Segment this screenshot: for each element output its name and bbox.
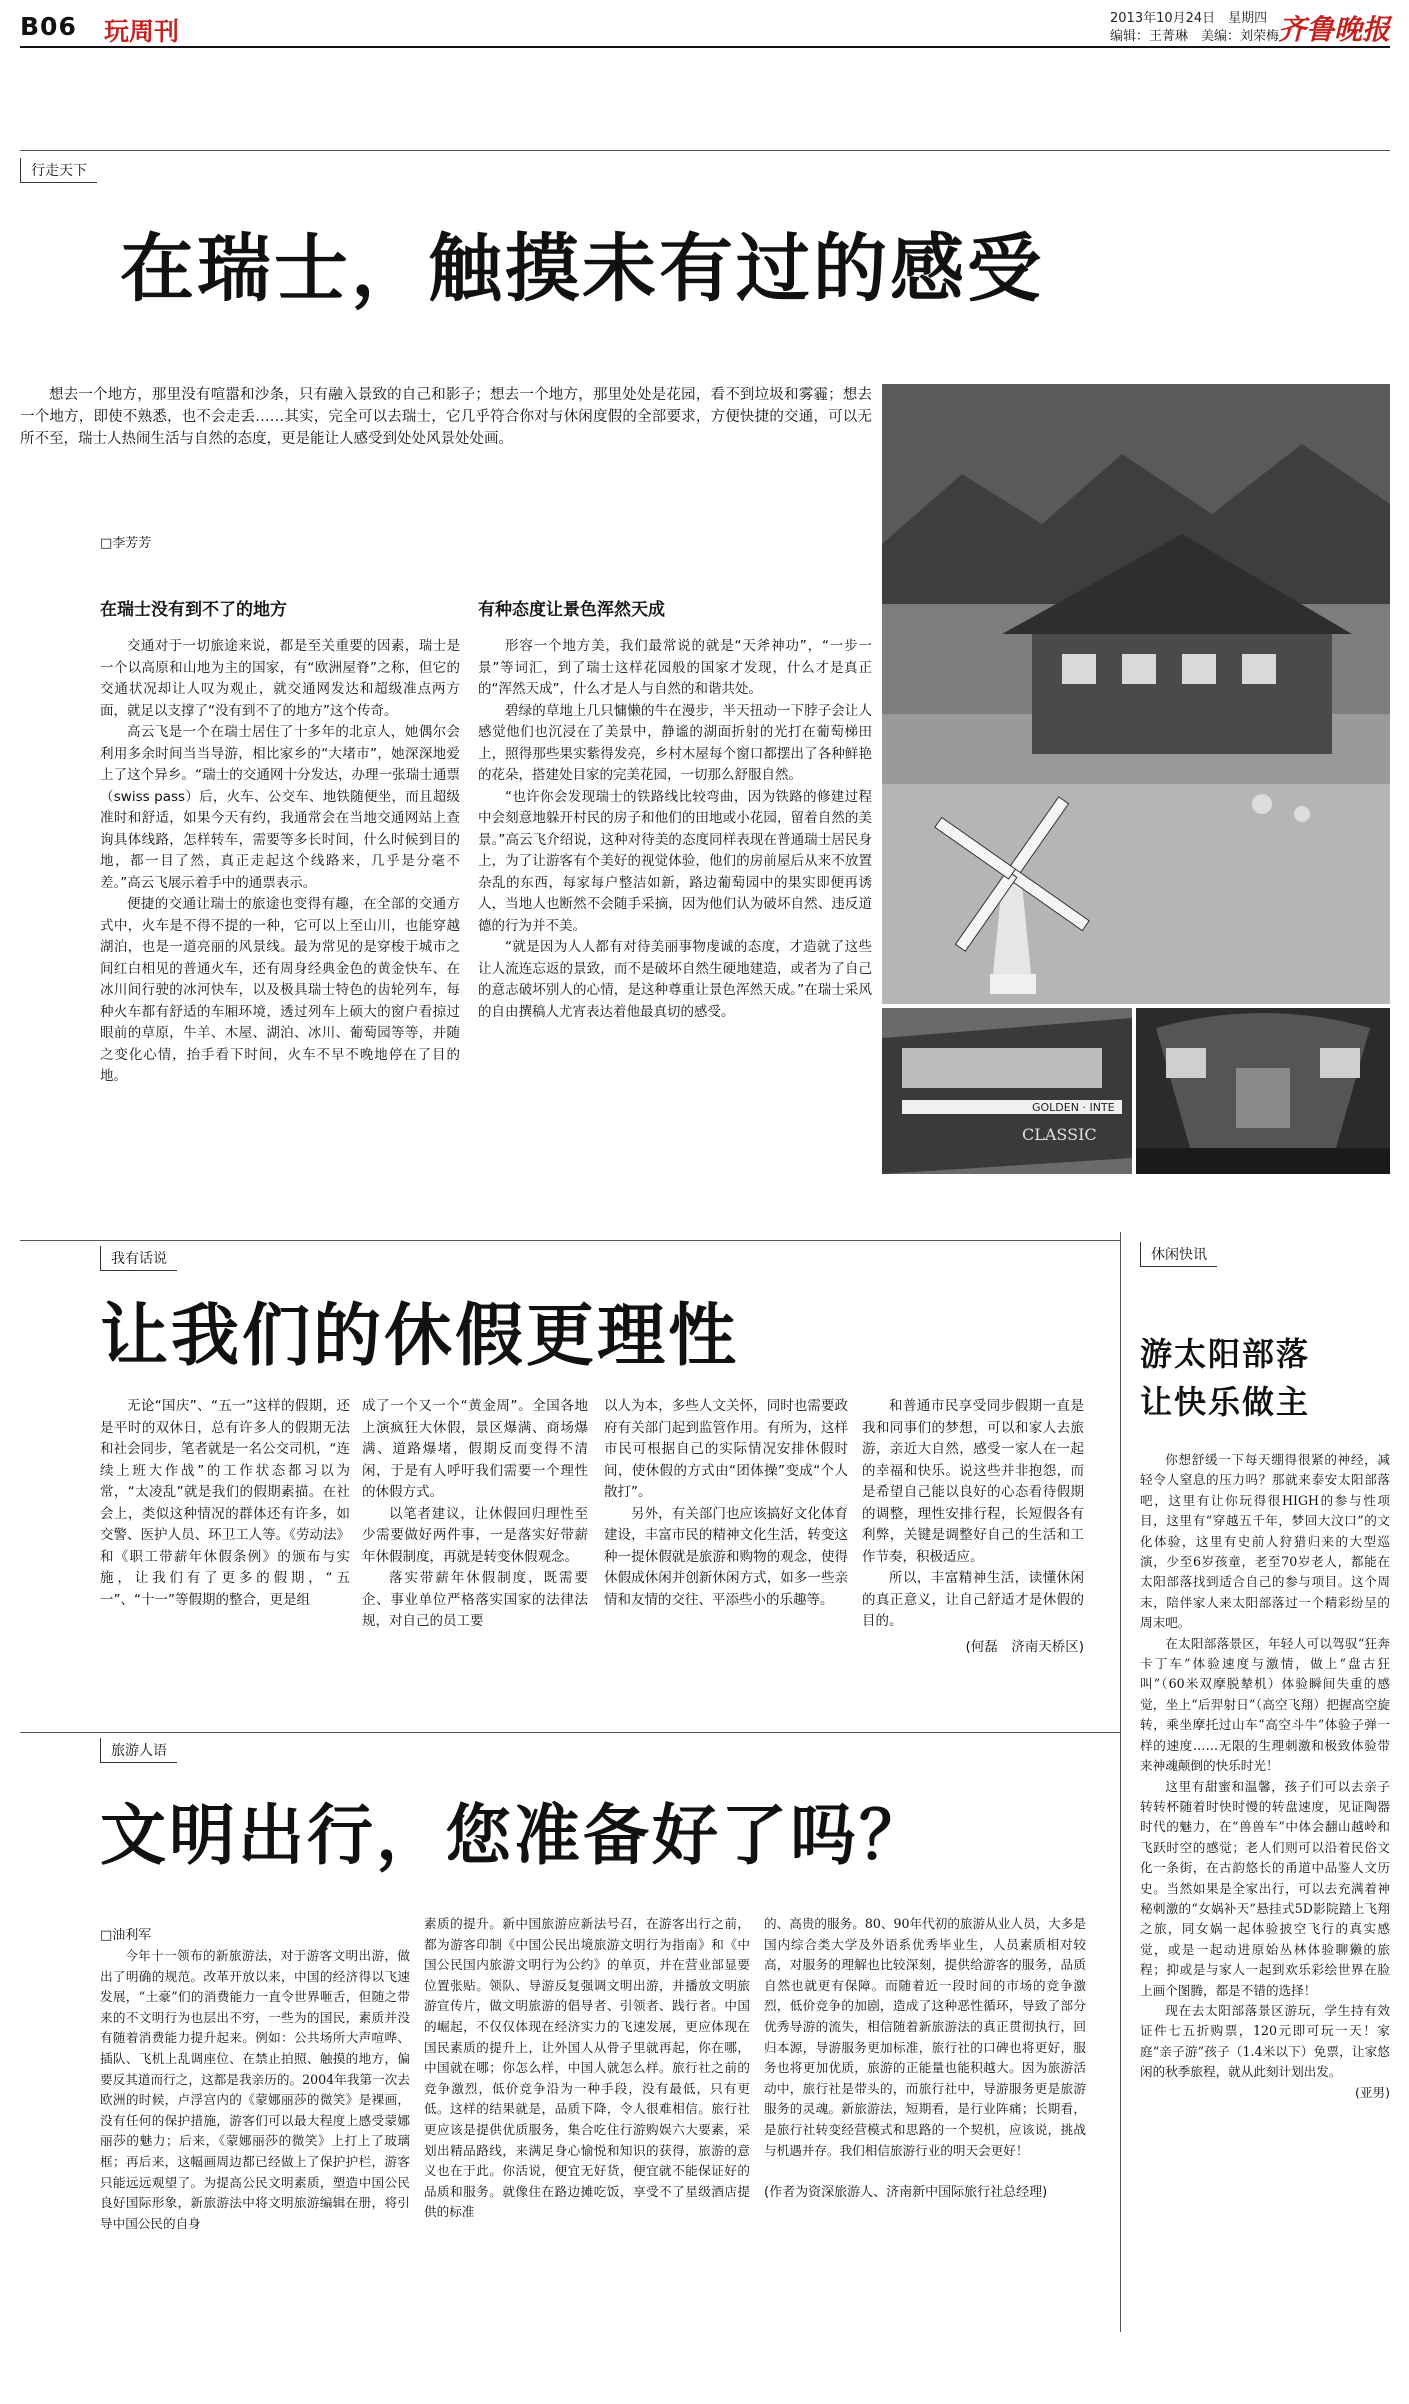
article3-signature: (作者为资深旅游人、济南新中国际旅行社总经理) [764, 2185, 1048, 2201]
section-tag-leisure: 休闲快讯 [1140, 1242, 1217, 1267]
article1-col1 [100, 636, 460, 1088]
article2-col3 [604, 1396, 848, 1611]
paragraph: 素质的提升。新中国旅游应新法号召，在游客出行之前，都为游客印制《中国公民出境旅游文明行为指南》和《中国公民国内旅游文明行为公约》的单页，并在营业部显要位置张贴。领队、导游反复强调文明出游，并播放文明旅游宣传片，做文明旅游的倡导者、引领者、践行者。中国的崛起，不仅仅体现在经济实力的飞速发展，更应体现在国民素质的提升上，让外国人从骨子里就再起，你在哪，中国就在哪；你怎么样，中国人就怎么样。旅行社之前的竞争激烈，低价竞争沿为一种手段，没有最低，只有更低。这样的结果就是，品质下降，令人很难相信。旅行社更应该是提供优质服务，集合吃住行游购娱六大要素，采划出精品路线，来满足身心愉悦和知识的获得，旅游的意义也在于此。你活说，便宜无好货，便宜就不能保证好的品质和服务。就像住在路边摊吃饭，享受不了星级酒店提供的标准 [424, 1916, 750, 2220]
paragraph: 以笔者建议，让休假回归理性至少需要做好两件事，一是落实好带薪年休假制度，再就是转变休假观念。 [362, 1505, 588, 1565]
article2-col2 [362, 1396, 588, 1633]
newspaper-logo: 齐鲁晚报 [1278, 13, 1391, 46]
section-tag-travel: 行走天下 [20, 158, 97, 183]
article1-col2 [478, 636, 872, 1023]
article2-col1 [100, 1396, 350, 1611]
train-exterior-illustration [882, 1008, 1132, 1174]
paragraph: 便捷的交通让瑞士的旅途也变得有趣，在全部的交通方式中，火车是不得不提的一种，它可以上至山川，也能穿越湖泊，也是一道亮丽的风景线。最为常见的是穿梭于城市之间红白相见的普通火车，还有周身经典金色的黄金快车、在冰川间行驶的冰河快车，以及极具瑞士特色的齿轮列车，每种火车都有舒适的车厢环境，透过列车上硕大的窗户看掠过眼前的草原，牛羊、木屋、湖泊、冰川、葡萄园等等，并随之变化心情，抬手看下时间，火车不早不晚地停在了目的地。 [100, 896, 460, 1084]
article1-lead: 想去一个地方，那里没有喧嚣和沙条，只有融入景致的自己和影子；想去一个地方，那里处处是花园，看不到垃圾和雾霾；想去一个地方，即使不熟悉，也不会走丢……其实，完全可以去瑞士，它几乎符合你对与休闲度假的全部要求，方便快捷的交通，可以无所不至，瑞士人热闹生活与自然的态度，更是能让人感受到处处风景处处画。 [20, 387, 872, 447]
paragraph: “也许你会发现瑞士的铁路线比较弯曲，因为铁路的修建过程中会刻意地躲开村民的房子和他们的田地或小花园，留着自然的美景。”高云飞介绍说，这种对待美的态度同样表现在普通瑞士居民身上，为了让游客有个美好的视觉体验，他们的房前屋后从来不放置杂乱的东西，每家每户整洁如新，路边葡萄园中的果实即便再诱人，当地人也断然不会随手采摘，因为他们认为破坏自然、违反道德的行为并不美。 [478, 788, 872, 934]
paragraph: 碧绿的草地上几只慵懒的牛在漫步，半天扭动一下脖子会让人感觉他们也沉浸在了美景中，静谧的湖面折射的光打在葡萄梯田上，照得那些果实紫得发亮，乡村木屋每个窗口都摆出了各种鲜艳的花朵，搭建处目家的完美花园，一切那么舒服自然。 [478, 702, 872, 783]
paragraph: 交通对于一切旅途来说，都是至关重要的因素，瑞士是一个以高原和山地为主的国家，有“欧洲屋脊”之称，但它的交通状况却让人叹为观止，就交通网发达和超级准点两方面，就足以支撑了“没有到不了的地方”这个传奇。 [100, 638, 460, 719]
paragraph: 以人为本，多些人文关怀，同时也需要政府有关部门起到监管作用。有所为，这样市民可根据自己的实际情况安排休假时间，使休假的方式由“团体操”变成“个人散打”。 [604, 1398, 848, 1500]
paragraph: 和普通市民享受同步假期一直是我和同事们的梦想，可以和家人去旅游，亲近大自然，感受一家人在一起的幸福和快乐。说这些并非抱怨，而是希望自己能以良好的心态看待假期的调整，理性安排行程，长短假各有利弊，关键是调整好自己的生活和工作节奏，积极适应。 [862, 1398, 1084, 1565]
article2-title: 让我们的休假更理性 [100, 1297, 740, 1376]
article3-col2 [424, 1914, 750, 2223]
train-interior-photo [1136, 1008, 1390, 1174]
article2-col4 [862, 1396, 1084, 1658]
paragraph: 现在去太阳部落景区游玩，学生持有效证件七五折购票，120元即可玩一天！家庭“亲子游”孩子（1.4米以下）免票，让家悠闲的秋季旅程，就从此刻计划出发。 [1140, 2002, 1390, 2080]
paragraph: “就是因为人人都有对待美丽事物虔诚的态度，才造就了这些让人流连忘返的景致，而不是破坏自然生硬地建造，或者为了自己的意志破坏别人的心情，是这种尊重让景色浑然天成。”在瑞士采风的自由撰稿人尤宵表达着他最真切的感受。 [478, 939, 872, 1020]
paragraph: 高云飞是一个在瑞士居住了十多年的北京人，她偶尔会利用多余时间当当导游，相比家乡的“大堵市”，她深深地爱上了这个异乡。“瑞士的交通网十分发达，办理一张瑞士通票（swiss pass）后，火车、公交车、地铁随便坐，而且超级准时和舒适，如果今天有约，我通常会在当地交通网站上查询具体线路，怎样转车，需要等多长时间，什么时候到目的地，都一目了然，真正走起这个线路来，几乎是分毫不差。”高云飞展示着手中的通票表示。 [100, 724, 460, 891]
article1-byline: □李芳芳 [100, 536, 152, 551]
section-tag-travel-talk: 旅游人语 [100, 1738, 177, 1763]
paragraph: 另外，有关部门也应该搞好文化体育建设，丰富市民的精神文化生活，转变这种一提休假就是旅游和购物的观念，使得休假成休闲并创新休闲方式，如多一些亲情和友情的交往、平添些小的乐趣等。 [604, 1505, 848, 1608]
train-band-text: GOLDEN · INTE [1032, 1101, 1115, 1114]
sidebar-divider [1120, 1232, 1122, 2332]
article1-col1-heading: 在瑞士没有到不了的地方 [100, 600, 287, 620]
article1-col2-heading: 有种态度让景色浑然天成 [478, 600, 665, 620]
section-rule [20, 1732, 1120, 1733]
paragraph: 成了一个又一个“黄金周”。全国各地上演疯狂大休假，景区爆满、商场爆满、道路爆堵，假期反而变得不清闲，于是有人呼吁我们需要一个理性的休假方式。 [362, 1398, 588, 1500]
paragraph: 今年十一领布的新旅游法，对于游客文明出游，做出了明确的规范。改革开放以来，中国的经济得以飞速发展，“土豪”们的消费能力一直令世界咂舌，但随之带来的不文明行为也层出不穷，一些为的国民，素质并没有随着消费能力提升起来。例如：公共场所大声喧哗、插队、飞机上乱调座位、在禁止拍照、触摸的地方，偏要反其道而行之，这都是我亲历的。2004年我第一次去欧洲的时候，卢浮宫内的《蒙娜丽莎的微笑》是裸画，没有任何的保护措施，游客们可以最大程度上感受蒙娜丽莎的魅力；后来，《蒙娜丽莎的微笑》上打上了玻璃框；再后来，这幅画周边都已经做上了保护护栏，游客只能远远观望了。为提高公民文明素质，塑造中国公民良好国际形象，新旅游法中将文明旅游编辑在册，将引导中国公民的自身 [100, 1948, 410, 2231]
article4-title-line1: 游太阳部落 [1140, 1335, 1311, 1373]
paragraph: 你想舒缓一下每天绷得很紧的神经，减轻令人窒息的压力吗？那就来泰安太阳部落吧，这里有让你玩得很HIGH的参与性项目，这里有“穿越五千年，梦回大汶口”的文化体验，这里有史前人狩猎归来的大型巡演，少至6岁孩童，老至70岁老人，都能在太阳部落找到适合自己的参与项目。这个周末，陪伴家人来太阳部落过一个精彩纷呈的周末吧。 [1140, 1452, 1390, 1631]
paragraph: 形容一个地方美，我们最常说的就是“天斧神功”，“一步一景”等词汇，到了瑞士这样花园般的国家才发现，什么才是真正的“浑然天成”，什么才是人与自然的和谐共处。 [478, 638, 872, 697]
section-rule [20, 1240, 1120, 1241]
paragraph: 在太阳部落景区，年轻人可以驾驭“狂奔卡丁车”体验速度与激情，做上“盘古狂叫”（60米双摩脱辇机）体验瞬间失重的感觉，坐上“后羿射日”（高空飞翔）把握高空旋转，乘坐摩托过山车“高空斗牛”体验子弹一样的速度……无限的生理刺激和极致体验带来神魂颠倒的快乐时光！ [1140, 1635, 1390, 1774]
paragraph: 这里有甜蜜和温馨，孩子们可以去亲子转转杯随着时快时慢的转盘速度，见证陶器时代的魅力，在“兽兽车”中体会翻山越岭和飞跃时空的感觉；老人们则可以沿着民俗文化一条街，在古韵悠长的甬道中品鉴人文历史。当然如果是全家出行，可以去充满着神秘刺激的“女娲补天”悬挂式5D影院踏上飞翔之旅，同女娲一起体验披空飞行的真实感觉，或是一起动进原始丛林体验聊獭的旅程；抑或是与家人一起到欢乐彩绘世界在脸上画个图腾，都是不错的选择！ [1140, 1778, 1390, 1998]
article4-title-line2: 让快乐做主 [1140, 1383, 1311, 1421]
paragraph: 的、高贵的服务。80、90年代初的旅游从业人员，大多是国内综合类大学及外语系优秀毕业生，人员素质相对较高，对服务的理解也比较深刻，提供给游客的服务，品质自然也就更有保障。而随着近一段时间的市场的竞争激烈，低价竞争的加剧，造成了这种恶性循环，导致了部分优秀导游的流失，相信随着新旅游法的真正贯彻执行，回归本源，导游服务更加标准，旅行社的口碑也将更好，服务也将更加优质，旅游的正能量也能积越大。因为旅游活动中，旅行社是带头的，而旅行社中，导游服务更是旅游服务的灵魂。新旅游法，短期看，是行业阵痛；长期看，是旅行社转变经营模式和思路的一个契机，应该说，挑战与机遇并存。我们相信旅游行业的明天会更好！ [764, 1916, 1086, 2158]
date-line: 2013年10月24日 星期四 [1110, 11, 1268, 26]
paragraph: 所以，丰富精神生活，读懂休闲的真正意义，让自己舒适才是休假的目的。 [862, 1570, 1084, 1629]
train-interior-illustration [1136, 1008, 1390, 1174]
article3-title: 文明出行，您准备好了吗？ [100, 1797, 928, 1874]
article4-body [1140, 1450, 1390, 2103]
section-tag-opinion: 我有话说 [100, 1246, 177, 1271]
masthead-rule [20, 46, 1390, 48]
section-rule [20, 150, 1390, 151]
paragraph: 无论“国庆”、“五一”这样的假期，还是平时的双休日，总有许多人的假期无法和社会同步，笔者就是一名公交司机，“连续上班大作战”的工作状态都习以为常，“太凌乱”就是我们的假期素描。在社会上，类似这种情况的群体还有许多，如交警、医护人员、环卫工人等。《劳动法》和《职工带薪年休假条例》的颁布与实施，让我们有了更多的假期，“五一”、“十一”等假期的整合，更是组 [100, 1398, 350, 1608]
article1-title: 在瑞士，触摸未有过的感受 [120, 226, 1044, 312]
header-meta [1110, 10, 1279, 46]
article4-title [1140, 1330, 1310, 1426]
article3-col3 [764, 1914, 1086, 2203]
page-code: B06 [20, 12, 77, 41]
article3-byline: □油利军 [100, 1928, 152, 1943]
chalet-illustration [882, 384, 1390, 1004]
section-name: 玩周刊 [104, 17, 180, 46]
paragraph: 落实带薪年休假制度，既需要企、事业单位严格落实国家的法律法规，对自己的员工要 [362, 1570, 588, 1629]
train-caption-text: CLASSIC [1022, 1125, 1097, 1144]
train-exterior-photo [882, 1008, 1132, 1174]
editor-line: 编辑：王菁琳 美编：刘荣梅 [1110, 29, 1280, 44]
article4-signature: (亚男) [1354, 2084, 1390, 2100]
article3-col1 [100, 1946, 410, 2234]
swiss-chalet-photo [882, 384, 1390, 1004]
article2-signature: (何磊 济南天桥区) [965, 1638, 1084, 1655]
